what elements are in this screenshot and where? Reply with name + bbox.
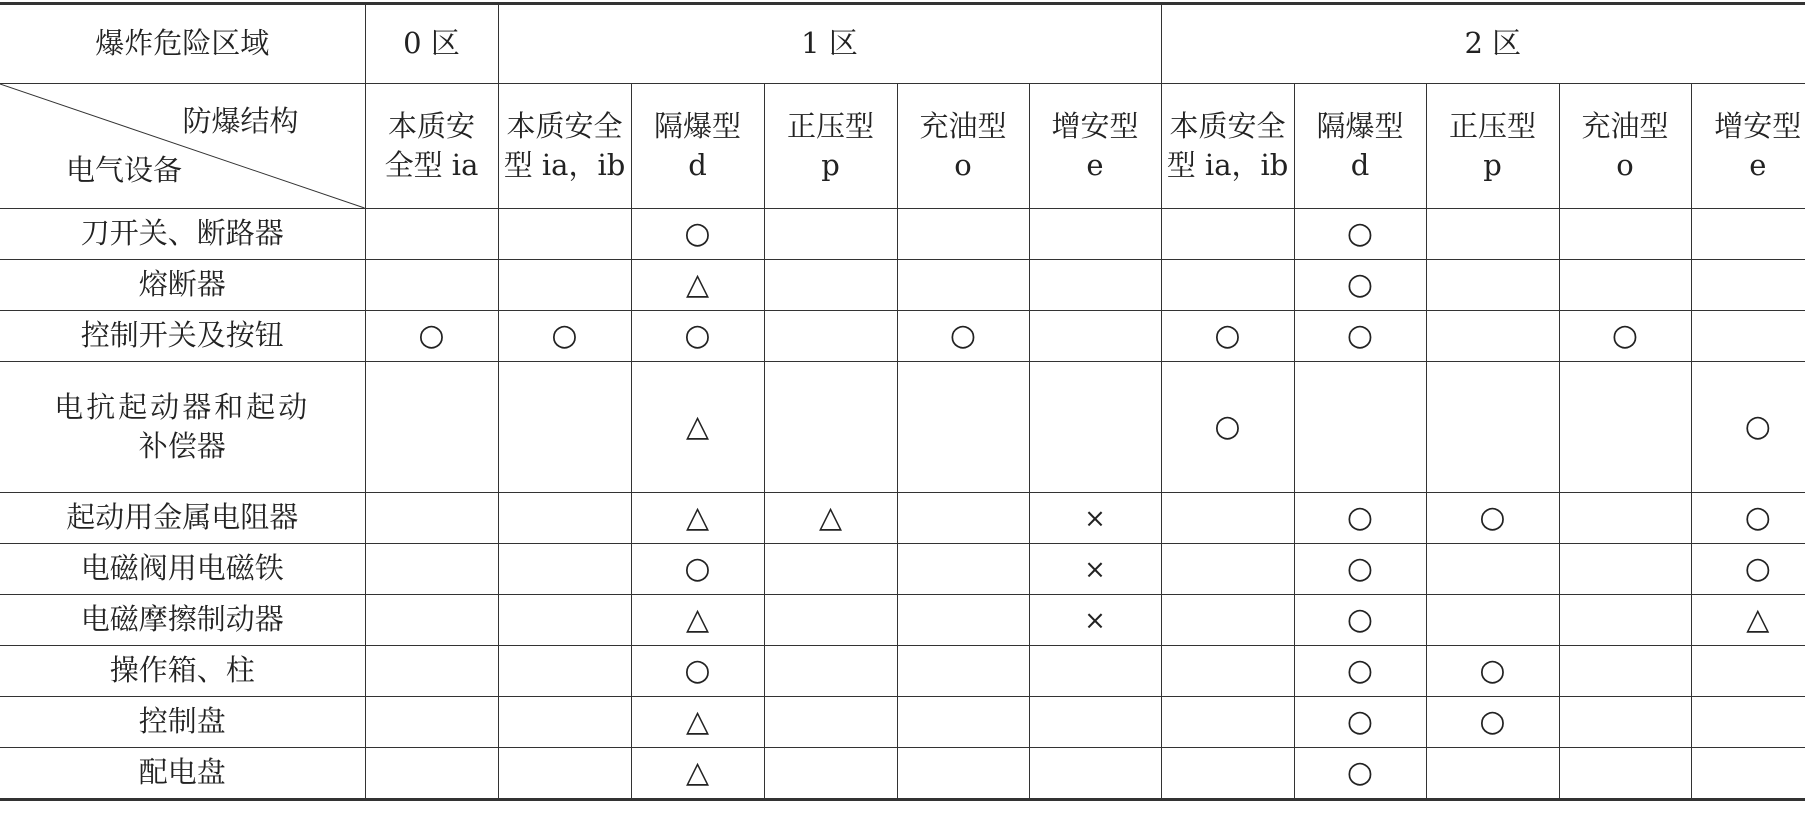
rating-cell bbox=[365, 646, 498, 697]
rating-cell bbox=[1161, 311, 1294, 362]
structure-name: 本质安全 bbox=[1169, 108, 1286, 143]
rating-symbol: ○ bbox=[418, 317, 445, 353]
rating-symbol: △ bbox=[685, 754, 710, 790]
structure-name: 增安型 bbox=[1714, 108, 1802, 143]
rating-cell bbox=[1426, 311, 1559, 362]
rating-cell bbox=[631, 646, 764, 697]
rating-cell bbox=[1294, 311, 1426, 362]
zone-header-row bbox=[0, 4, 1805, 84]
rating-cell bbox=[764, 697, 897, 748]
rating-cell bbox=[1294, 209, 1426, 260]
rating-cell bbox=[1559, 646, 1691, 697]
rating-symbol: ○ bbox=[1744, 499, 1771, 535]
rating-symbol: ○ bbox=[1479, 652, 1506, 688]
rating-cell bbox=[1161, 595, 1294, 646]
rating-cell bbox=[1161, 544, 1294, 595]
rating-symbol: ○ bbox=[1479, 499, 1506, 535]
rating-symbol: ○ bbox=[1214, 317, 1241, 353]
equipment-name-line: 电抗起动器和起动 bbox=[54, 389, 311, 424]
rating-cell bbox=[1559, 544, 1691, 595]
rating-symbol: ○ bbox=[1346, 215, 1374, 251]
rating-cell bbox=[764, 646, 897, 697]
rating-cell bbox=[1161, 748, 1294, 800]
equipment-name bbox=[0, 362, 365, 493]
structure-code: o bbox=[954, 148, 972, 182]
structure-code: p bbox=[821, 148, 840, 182]
structure-header-9 bbox=[1559, 84, 1691, 209]
table-row bbox=[0, 697, 1805, 748]
rating-symbol: ○ bbox=[1479, 703, 1506, 739]
rating-cell bbox=[1161, 362, 1294, 493]
structure-name: 充油型 bbox=[919, 108, 1007, 143]
rating-cell bbox=[1294, 595, 1426, 646]
rating-cell bbox=[1691, 544, 1805, 595]
rating-cell bbox=[1294, 544, 1426, 595]
rating-cell bbox=[1426, 646, 1559, 697]
rating-cell bbox=[1691, 646, 1805, 697]
rating-cell bbox=[498, 595, 631, 646]
structure-header-1 bbox=[498, 84, 631, 209]
rating-cell bbox=[365, 493, 498, 544]
rating-symbol: ○ bbox=[684, 317, 711, 353]
structure-name: 增安型 bbox=[1051, 108, 1139, 143]
rating-cell bbox=[631, 362, 764, 493]
zone-0-header: 0 区 bbox=[365, 4, 498, 84]
equipment-name: 控制开关及按钮 bbox=[0, 311, 365, 362]
rating-cell bbox=[498, 260, 631, 311]
rating-symbol: ○ bbox=[1346, 266, 1374, 302]
rating-cell bbox=[631, 260, 764, 311]
structure-name: 隔爆型 bbox=[653, 108, 741, 143]
rating-cell bbox=[897, 595, 1029, 646]
rating-symbol: ○ bbox=[551, 317, 578, 353]
rating-cell bbox=[1294, 748, 1426, 800]
structure-header-7 bbox=[1294, 84, 1426, 209]
rating-cell bbox=[764, 311, 897, 362]
rating-cell bbox=[1029, 209, 1161, 260]
rating-cell bbox=[897, 697, 1029, 748]
rating-cell bbox=[1426, 362, 1559, 493]
rating-cell bbox=[498, 544, 631, 595]
structure-header-6 bbox=[1161, 84, 1294, 209]
structure-header-0 bbox=[365, 84, 498, 209]
equipment-name: 配电盘 bbox=[0, 748, 365, 800]
table-row bbox=[0, 362, 1805, 493]
rating-symbol: × bbox=[1084, 555, 1106, 586]
rating-cell bbox=[631, 311, 764, 362]
rating-cell bbox=[764, 595, 897, 646]
rating-cell bbox=[498, 209, 631, 260]
rating-cell bbox=[897, 260, 1029, 311]
rating-symbol: △ bbox=[685, 266, 710, 302]
rating-symbol: ○ bbox=[684, 215, 711, 251]
rating-symbol: × bbox=[1084, 504, 1106, 535]
structure-code: 型 ia，ib bbox=[1166, 148, 1289, 182]
rating-cell bbox=[1691, 493, 1805, 544]
equipment-name: 起动用金属电阻器 bbox=[0, 493, 365, 544]
rating-symbol: ○ bbox=[684, 652, 711, 688]
diagonal-header-cell bbox=[0, 84, 365, 209]
zone-label: 爆炸危险区域 bbox=[0, 4, 365, 84]
structure-code: e bbox=[1749, 148, 1767, 182]
structure-name: 隔爆型 bbox=[1316, 108, 1404, 143]
rating-symbol: ○ bbox=[949, 317, 977, 353]
structure-name: 本质安 bbox=[387, 108, 475, 143]
rating-symbol: ○ bbox=[1346, 601, 1374, 637]
rating-cell bbox=[1294, 646, 1426, 697]
rating-cell bbox=[1559, 748, 1691, 800]
rating-cell bbox=[1691, 311, 1805, 362]
rating-symbol: △ bbox=[685, 499, 710, 535]
equipment-label: 电气设备 bbox=[66, 152, 183, 187]
rating-cell bbox=[1559, 362, 1691, 493]
rating-cell bbox=[631, 697, 764, 748]
rating-cell bbox=[1691, 748, 1805, 800]
structure-label: 防爆结构 bbox=[182, 104, 299, 138]
rating-symbol: ○ bbox=[1346, 754, 1374, 790]
rating-cell bbox=[631, 544, 764, 595]
rating-cell bbox=[1161, 493, 1294, 544]
zone-1-header: 1 区 bbox=[498, 4, 1161, 84]
rating-cell bbox=[1691, 209, 1805, 260]
rating-cell bbox=[365, 544, 498, 595]
structure-name: 正压型 bbox=[786, 108, 874, 143]
rating-symbol: ○ bbox=[1214, 408, 1241, 444]
rating-cell bbox=[1294, 362, 1426, 493]
rating-symbol: △ bbox=[1746, 601, 1770, 637]
rating-cell bbox=[1559, 697, 1691, 748]
equipment-name-line: 补偿器 bbox=[138, 429, 226, 463]
rating-cell bbox=[631, 209, 764, 260]
rating-cell bbox=[1029, 362, 1161, 493]
structure-header-10 bbox=[1691, 84, 1805, 209]
structure-code: o bbox=[1616, 148, 1634, 182]
rating-cell bbox=[365, 260, 498, 311]
structure-header-8 bbox=[1426, 84, 1559, 209]
rating-cell bbox=[764, 493, 897, 544]
rating-cell bbox=[631, 595, 764, 646]
rating-cell bbox=[1161, 209, 1294, 260]
rating-cell bbox=[1294, 493, 1426, 544]
rating-cell bbox=[764, 544, 897, 595]
rating-cell bbox=[1426, 260, 1559, 311]
rating-cell bbox=[897, 311, 1029, 362]
rating-cell bbox=[365, 748, 498, 800]
rating-cell bbox=[1559, 311, 1691, 362]
structure-code: 型 ia，ib bbox=[503, 148, 626, 182]
table-row bbox=[0, 209, 1805, 260]
structure-code: d bbox=[1350, 148, 1370, 182]
rating-symbol: ○ bbox=[684, 550, 711, 586]
rating-symbol: ○ bbox=[1346, 499, 1374, 535]
rating-cell bbox=[1691, 697, 1805, 748]
rating-cell bbox=[1029, 595, 1161, 646]
rating-cell bbox=[365, 697, 498, 748]
rating-cell bbox=[897, 748, 1029, 800]
structure-header-3 bbox=[764, 84, 897, 209]
rating-cell bbox=[1559, 209, 1691, 260]
structure-code: d bbox=[688, 148, 707, 182]
rating-cell bbox=[1559, 595, 1691, 646]
rating-symbol: △ bbox=[685, 601, 710, 637]
rating-cell bbox=[1029, 748, 1161, 800]
rating-cell bbox=[1426, 209, 1559, 260]
rating-cell bbox=[764, 209, 897, 260]
rating-cell bbox=[1559, 493, 1691, 544]
rating-cell bbox=[498, 697, 631, 748]
rating-cell bbox=[498, 748, 631, 800]
rating-symbol: △ bbox=[685, 408, 710, 444]
rating-cell bbox=[764, 748, 897, 800]
rating-cell bbox=[498, 311, 631, 362]
rating-cell bbox=[764, 362, 897, 493]
structure-name: 充油型 bbox=[1581, 108, 1669, 143]
structure-header-5 bbox=[1029, 84, 1161, 209]
zone-2-header: 2 区 bbox=[1161, 4, 1805, 84]
rating-cell bbox=[1029, 311, 1161, 362]
structure-header-4 bbox=[897, 84, 1029, 209]
rating-symbol: ○ bbox=[1744, 550, 1771, 586]
table-row bbox=[0, 260, 1805, 311]
table-row bbox=[0, 646, 1805, 697]
equipment-name: 电磁摩擦制动器 bbox=[0, 595, 365, 646]
rating-cell bbox=[365, 595, 498, 646]
rating-symbol: ○ bbox=[1611, 317, 1639, 353]
structure-code: e bbox=[1086, 148, 1104, 182]
rating-cell bbox=[1691, 362, 1805, 493]
equipment-name: 刀开关、断路器 bbox=[0, 209, 365, 260]
equipment-name: 电磁阀用电磁铁 bbox=[0, 544, 365, 595]
structure-name: 正压型 bbox=[1449, 108, 1537, 143]
rating-cell bbox=[498, 362, 631, 493]
rating-cell bbox=[897, 493, 1029, 544]
rating-cell bbox=[365, 362, 498, 493]
rating-symbol: ○ bbox=[1346, 703, 1374, 739]
equipment-name: 操作箱、柱 bbox=[0, 646, 365, 697]
rating-cell bbox=[897, 209, 1029, 260]
structure-header-2 bbox=[631, 84, 764, 209]
rating-cell bbox=[1029, 493, 1161, 544]
rating-cell bbox=[1161, 697, 1294, 748]
rating-cell bbox=[1161, 646, 1294, 697]
rating-cell bbox=[1029, 544, 1161, 595]
table-row bbox=[0, 311, 1805, 362]
rating-symbol: ○ bbox=[1346, 550, 1374, 586]
rating-cell bbox=[1691, 595, 1805, 646]
structure-code: 全型 ia bbox=[384, 148, 479, 182]
rating-cell bbox=[1029, 260, 1161, 311]
rating-cell bbox=[631, 748, 764, 800]
rating-cell bbox=[1426, 544, 1559, 595]
rating-cell bbox=[1029, 646, 1161, 697]
rating-symbol: ○ bbox=[1346, 317, 1374, 353]
rating-cell bbox=[631, 493, 764, 544]
rating-cell bbox=[1294, 697, 1426, 748]
rating-cell bbox=[1426, 697, 1559, 748]
rating-symbol: △ bbox=[818, 499, 843, 535]
rating-cell bbox=[1426, 748, 1559, 800]
rating-symbol: ○ bbox=[1346, 652, 1374, 688]
rating-cell bbox=[1161, 260, 1294, 311]
structure-header-row bbox=[0, 84, 1805, 209]
rating-cell bbox=[1426, 493, 1559, 544]
rating-cell bbox=[1294, 260, 1426, 311]
equipment-name: 控制盘 bbox=[0, 697, 365, 748]
rating-cell bbox=[365, 311, 498, 362]
rating-cell bbox=[897, 646, 1029, 697]
table-row bbox=[0, 544, 1805, 595]
rating-cell bbox=[897, 362, 1029, 493]
rating-cell bbox=[498, 493, 631, 544]
rating-cell bbox=[1426, 595, 1559, 646]
explosion-proof-table bbox=[0, 2, 1805, 801]
rating-cell bbox=[897, 544, 1029, 595]
rating-cell bbox=[365, 209, 498, 260]
rating-cell bbox=[1691, 260, 1805, 311]
structure-name: 本质安全 bbox=[506, 108, 623, 143]
rating-symbol: ○ bbox=[1744, 408, 1771, 444]
structure-code: p bbox=[1483, 148, 1502, 182]
table-row bbox=[0, 748, 1805, 800]
rating-cell bbox=[1559, 260, 1691, 311]
rating-cell bbox=[498, 646, 631, 697]
equipment-name: 熔断器 bbox=[0, 260, 365, 311]
table-row bbox=[0, 493, 1805, 544]
rating-symbol: × bbox=[1084, 606, 1106, 637]
rating-cell bbox=[764, 260, 897, 311]
rating-cell bbox=[1029, 697, 1161, 748]
rating-symbol: △ bbox=[685, 703, 710, 739]
table-row bbox=[0, 595, 1805, 646]
